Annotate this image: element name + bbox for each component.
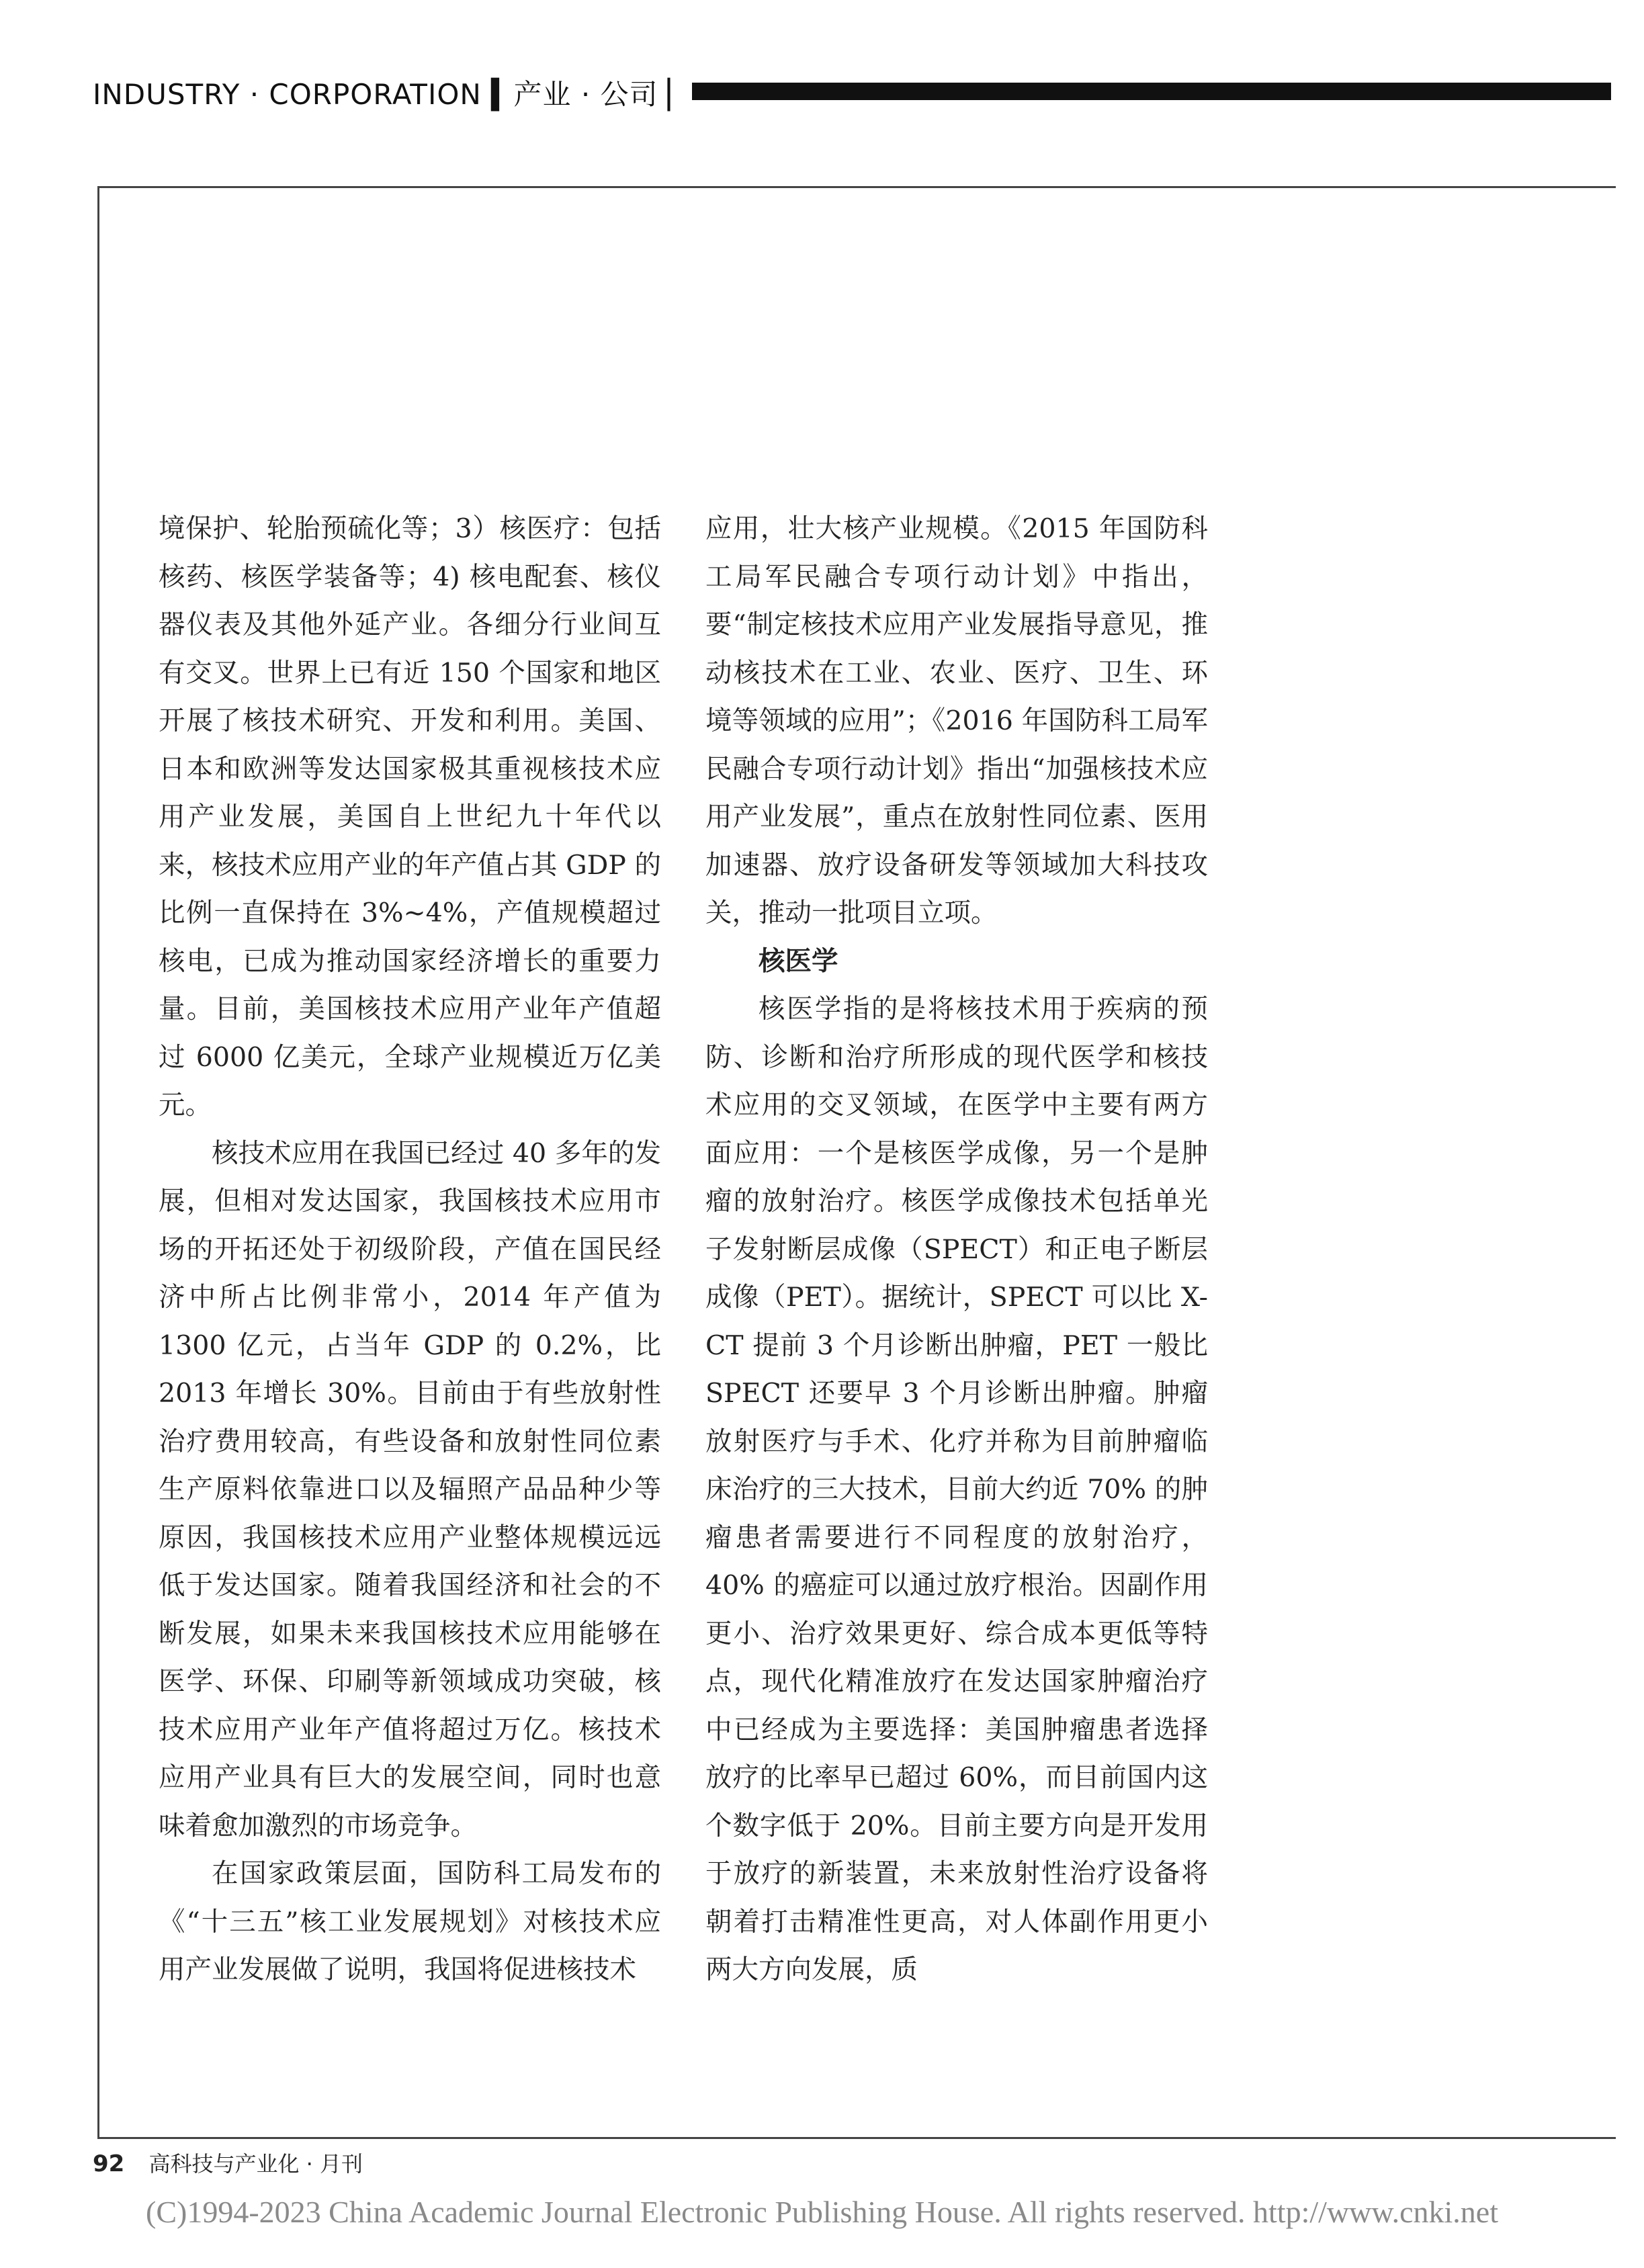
page-number: 92 <box>93 2150 125 2177</box>
left-column <box>159 505 661 1995</box>
right-column <box>705 505 1208 1995</box>
left-paragraph-2: 核技术应用在我国已经过 40 多年的发展，但相对发达国家，我国核技术应用市场的开拓还处于初级阶段，产值在国民经济中所占比例非常小，2014 年产值为 1300 亿元，占当年 GDP 的 0.2%，比 2013 年增长 30%。目前由于有些放射性治疗费用较高，有些设备和放射性同位素生产原料依靠进口以及辐照产品品种少等原因，我国核技术应用产业整体规模远远低于发达国家。随着我国经济和社会的不断发展，如果未来我国核技术应用能够在医学、环保、印刷等新领域成功突破，核技术应用产业年产值将超过万亿。核技术应用产业具有巨大的发展空间，同时也意味着愈加激烈的市场竞争。 <box>159 1137 661 1841</box>
copyright-notice: (C)1994-2023 China Academic Journal Electronic Publishing House. All rights reserved. http://www.cnki.net <box>146 2195 1498 2229</box>
left-paragraph-3: 在国家政策层面，国防科工局发布的《“十三五”核工业发展规划》对核技术应用产业发展做了说明，我国将促进核技术 <box>159 1858 661 1985</box>
page-footer <box>93 2147 363 2178</box>
header-rule <box>692 83 1611 100</box>
section-heading: 核医学 <box>759 945 838 977</box>
left-paragraph-1: 境保护、轮胎预硫化等；3）核医疗：包括核药、核医学装备等；4) 核电配套、核仪器仪表及其他外延产业。各细分行业间互有交叉。世界上已有近 150 个国家和地区开展了核技术研究、开发和利用。美国、日本和欧洲等发达国家极其重视核技术应用产业发展，美国自上世纪九十年代以来，核技术应用产业的年产值占其 GDP 的比例一直保持在 3%~4%，产值规模超过核电，已成为推动国家经济增长的重要力量。目前，美国核技术应用产业年产值超过 6000 亿美元，全球产业规模近万亿美元。 <box>159 513 661 1121</box>
section-header: INDUSTRY · CORPORATION ▍产业 · 公司 ▏ <box>93 78 691 111</box>
right-paragraph-1: 应用，壮大核产业规模。《2015 年国防科工局军民融合专项行动计划》中指出，要“制定核技术应用产业发展指导意见，推动核技术在工业、农业、医疗、卫生、环境等领域的应用”；《2016 年国防科工局军民融合专项行动计划》指出“加强核技术应用产业发展”，重点在放射性同位素、医用加速器、放疗设备研发等领域加大科技攻关，推动一批项目立项。 <box>705 513 1208 928</box>
journal-name: 高科技与产业化 · 月刊 <box>148 2151 363 2177</box>
right-paragraph-2: 核医学指的是将核技术用于疾病的预防、诊断和治疗所形成的现代医学和核技术应用的交叉领域，在医学中主要有两方面应用：一个是核医学成像，另一个是肿瘤的放射治疗。核医学成像技术包括单光子发射断层成像（SPECT）和正电子断层成像（PET）。据统计，SPECT 可以比 X- CT 提前 3 个月诊断出肿瘤，PET 一般比 SPECT 还要早 3 个月诊断出肿瘤。肿瘤放射医疗与手术、化疗并称为目前肿瘤临床治疗的三大技术，目前大约近 70% 的肿瘤患者需要进行不同程度的放射治疗，40% 的癌症可以通过放疗根治。因副作用更小、治疗效果更好、综合成本更低等特点，现代化精准放疗在发达国家肿瘤治疗中已经成为主要选择：美国肿瘤患者选择放疗的比率早已超过 60%，而目前国内这个数字低于 20%。目前主要方向是开发用于放疗的新装置，未来放射性治疗设备将朝着打击精准性更高，对人体副作用更小两大方向发展，质 <box>705 994 1208 1985</box>
